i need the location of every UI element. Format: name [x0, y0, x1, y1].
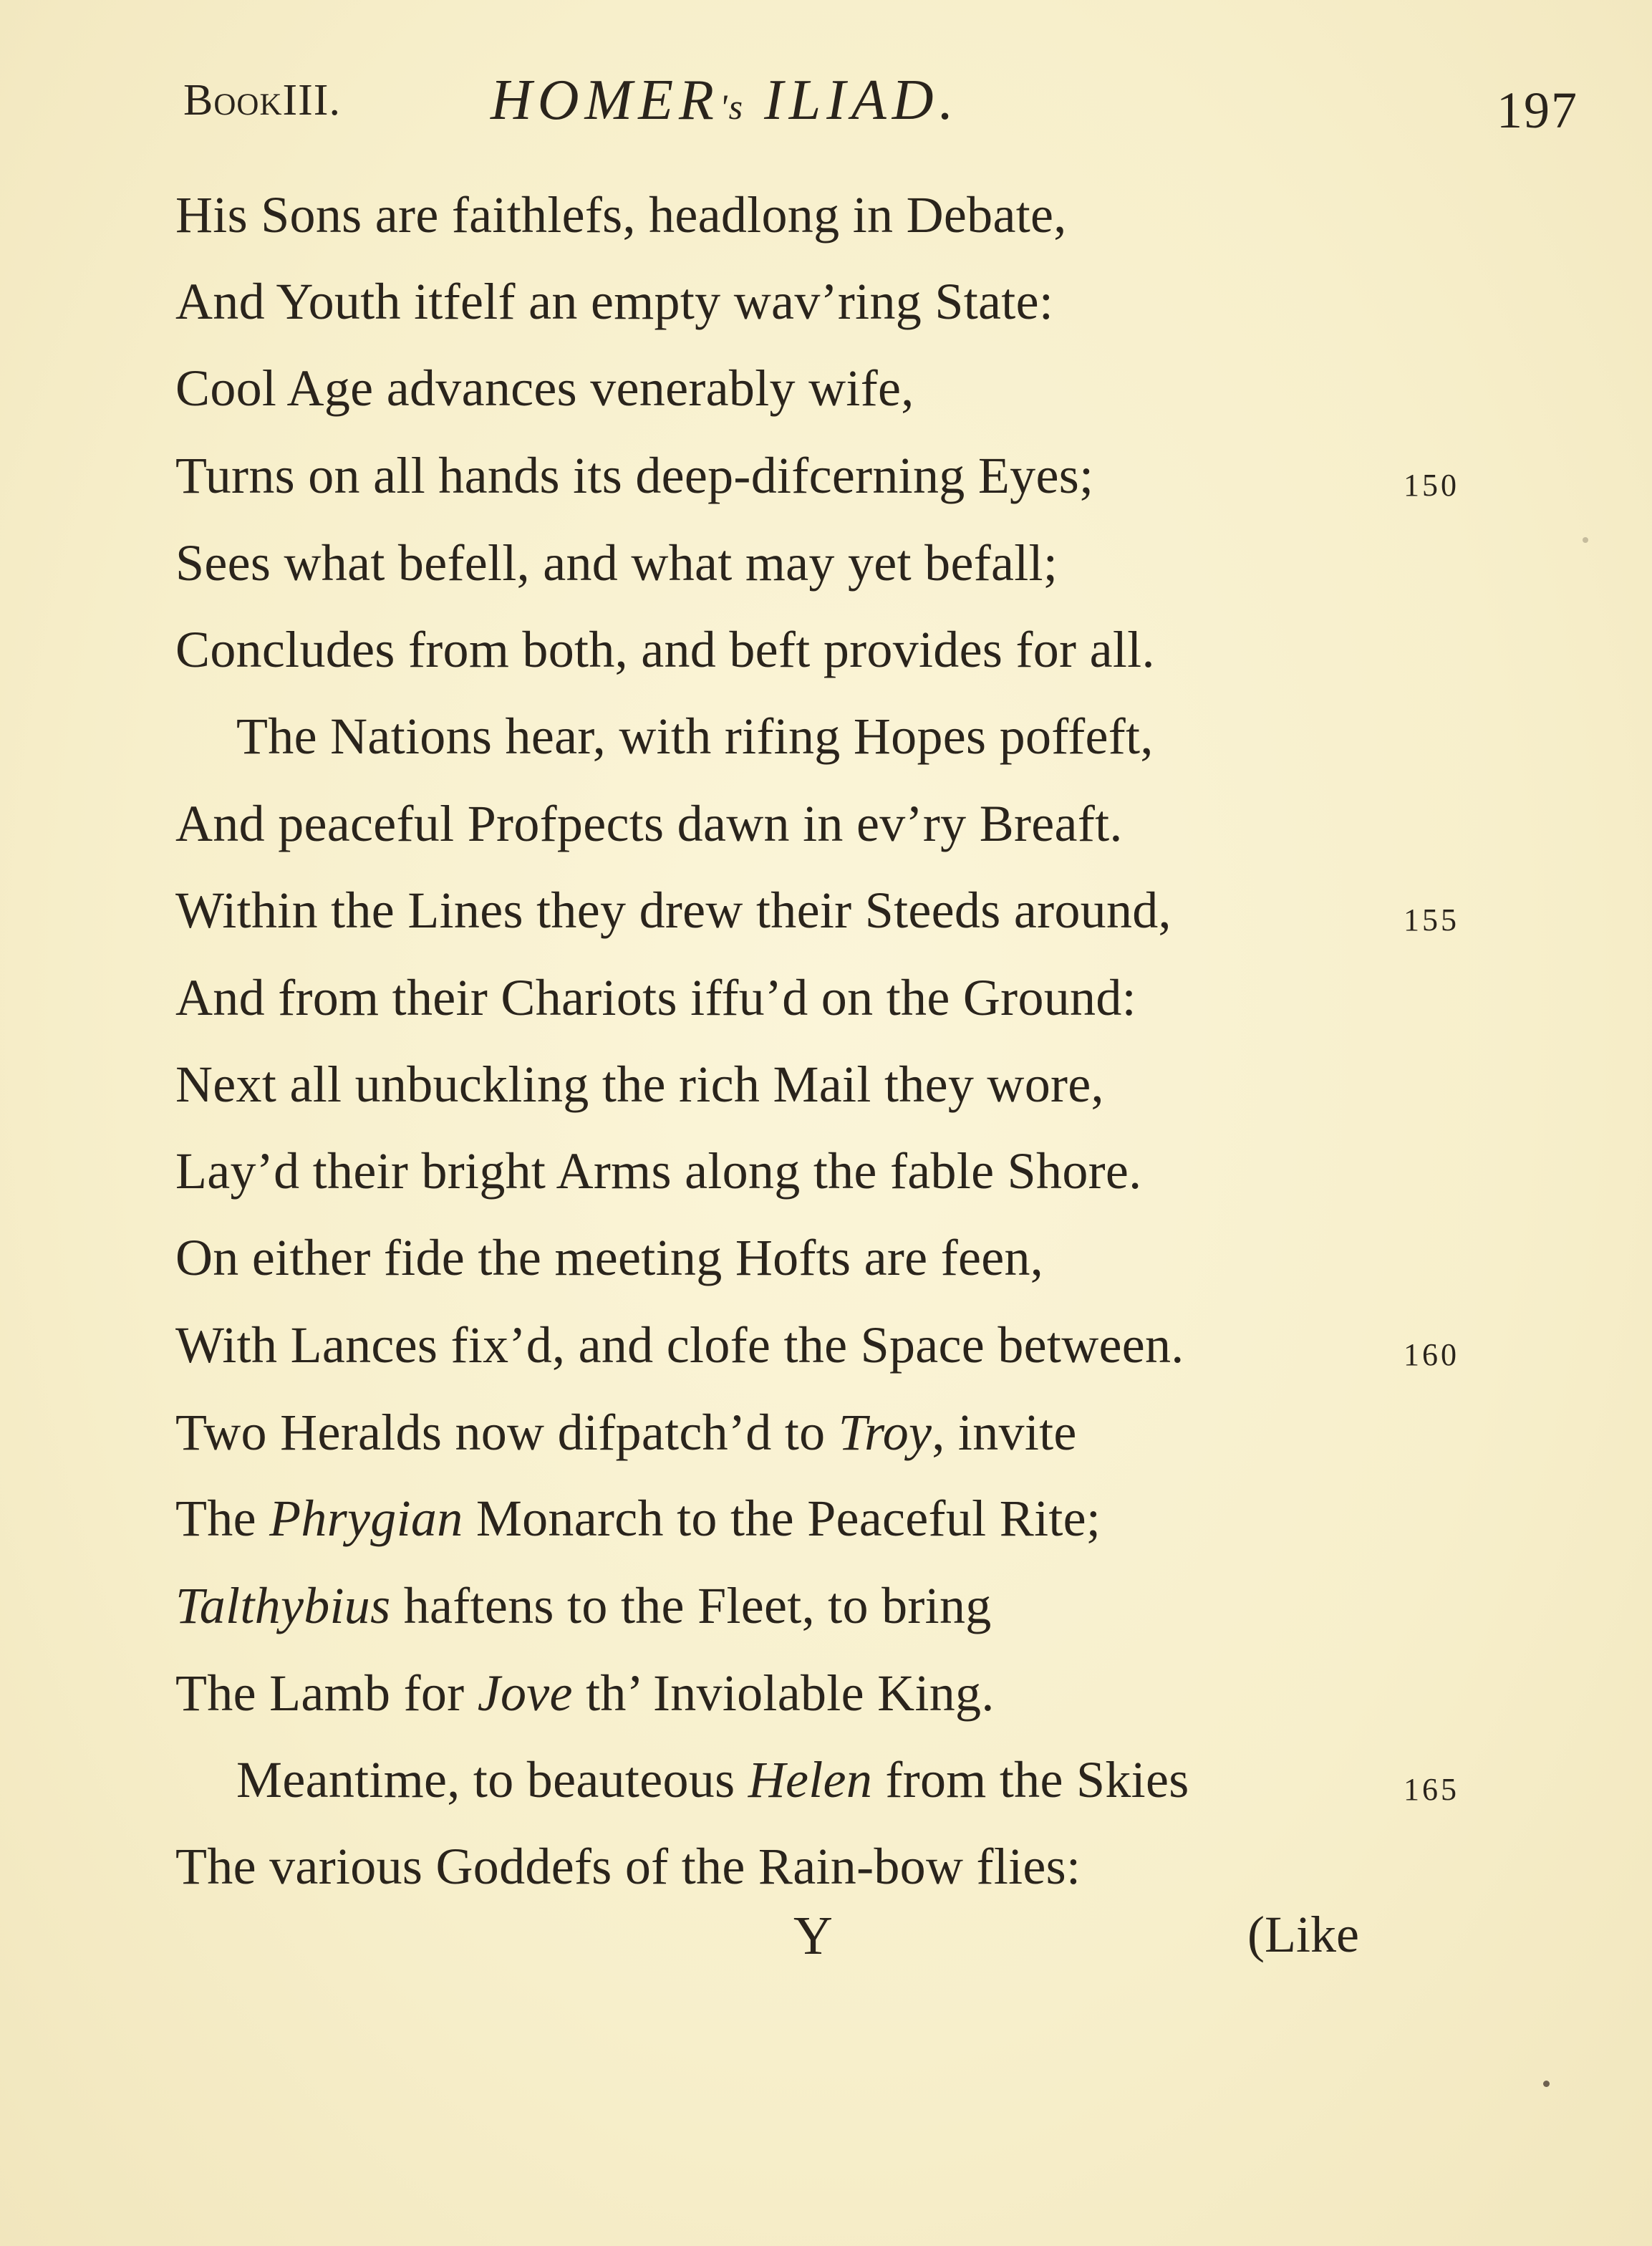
- verse-text: Two Heralds now difpatch’d to: [175, 1404, 839, 1461]
- verse-text: Sees what befell, and what may yet befall;: [175, 534, 1058, 592]
- verse-line: [175, 1570, 992, 1657]
- verse-line: [175, 1831, 1081, 1917]
- verse-line: [175, 1135, 1141, 1222]
- verse-line: [175, 788, 1123, 874]
- verse-text: , invite: [932, 1404, 1077, 1461]
- verse-text: Meantime, to beauteous: [236, 1751, 748, 1808]
- italic-name: Helen: [748, 1751, 873, 1808]
- verse-text: With Lances fix’d, and clofe the Space between.: [175, 1316, 1184, 1374]
- verse-line: [175, 1397, 1077, 1483]
- verse-text: Lay’d their bright Arms along the fable Shore.: [175, 1142, 1142, 1200]
- line-number: 150: [1404, 468, 1459, 503]
- title-possessive: 's: [719, 87, 745, 127]
- verse-text: th’ Inviolable King.: [572, 1664, 995, 1722]
- verse-line: [175, 440, 1093, 526]
- verse-text: haftens to the Fleet, to bring: [390, 1577, 992, 1634]
- book-prefix: Book: [183, 76, 283, 125]
- verse-line: [175, 266, 1053, 352]
- title-rest: ILIAD.: [744, 69, 960, 132]
- catchword: (Like: [1247, 1906, 1359, 1963]
- book-label: [183, 75, 341, 126]
- page-number: 197: [1497, 82, 1578, 139]
- verse-line: [236, 700, 1154, 787]
- book-number: III.: [282, 76, 341, 125]
- verse-line: [175, 179, 1067, 266]
- verse-line: [175, 874, 1172, 961]
- ink-speck: [1543, 2081, 1550, 2087]
- verse-text: Monarch to the Peaceful Rite;: [463, 1490, 1101, 1547]
- verse-line: [175, 1309, 1184, 1396]
- verse-line: [175, 527, 1058, 614]
- verse-line: [175, 1222, 1043, 1308]
- verse-line: [175, 614, 1155, 700]
- verse-text: Within the Lines they drew their Steeds around,: [175, 882, 1172, 939]
- verse-line: [175, 1657, 995, 1744]
- verse-line: [175, 1049, 1104, 1135]
- title-main: HOMER: [491, 69, 720, 132]
- verse-text: Turns on all hands its deep-difcerning Eyes;: [175, 447, 1094, 504]
- verse-text: And from their Chariots iffu’d on the Ground:: [175, 969, 1136, 1026]
- running-title: [491, 68, 960, 133]
- verse-line: [236, 1744, 1189, 1831]
- page-footer: [0, 1905, 1652, 1991]
- italic-name: Jove: [477, 1664, 573, 1722]
- verse-text: Cool Age advances venerably wife,: [175, 360, 914, 417]
- line-number: 165: [1404, 1772, 1459, 1807]
- signature-mark: Y: [793, 1906, 833, 1966]
- verse-text: Next all unbuckling the rich Mail they wore,: [175, 1056, 1104, 1113]
- line-number: 155: [1404, 902, 1459, 938]
- italic-name: Troy: [838, 1404, 932, 1461]
- running-header: [0, 68, 1652, 147]
- verse-line: [175, 1483, 1101, 1569]
- verse-text: The Nations hear, with rifing Hopes poffeft,: [236, 708, 1154, 765]
- verse-line: [175, 352, 914, 439]
- verse-text: His Sons are faithlefs, headlong in Debate,: [175, 186, 1067, 244]
- ink-speck: [1583, 537, 1588, 543]
- verse-line: [175, 962, 1136, 1049]
- italic-name: Phrygian: [269, 1490, 463, 1547]
- italic-name: Talthybius: [175, 1577, 391, 1634]
- verse-text: Concludes from both, and beft provides for all.: [175, 621, 1155, 678]
- verse-text: And Youth itfelf an empty wav’ring State:: [175, 273, 1054, 330]
- verse-text: from the Skies: [872, 1751, 1189, 1808]
- verse-text: On either fide the meeting Hofts are feen,: [175, 1229, 1044, 1286]
- verse-text: The Lamb for: [175, 1664, 478, 1722]
- verse-text: The: [175, 1490, 270, 1547]
- verse-text: And peaceful Profpects dawn in ev’ry Breaft.: [175, 795, 1123, 852]
- verse-text: The various Goddefs of the Rain-bow flies:: [175, 1838, 1081, 1895]
- line-number: 160: [1404, 1337, 1459, 1372]
